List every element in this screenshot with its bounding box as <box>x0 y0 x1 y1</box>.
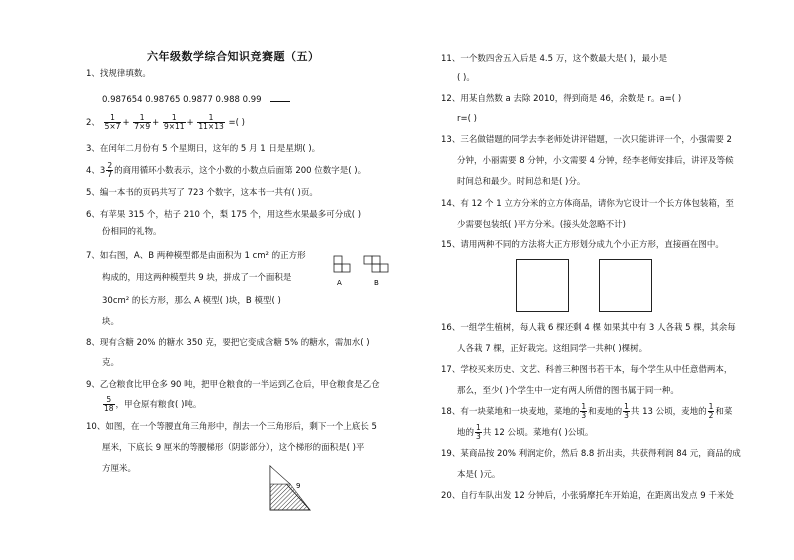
q2-fraction-4: $\frac{1}{11\times 13}$ <box>198 113 224 131</box>
q4-whole: 3 <box>99 166 106 176</box>
question-8-line1: 8、现有含糖 20% 的糖水 350 克，要把它变成含糖 5% 的糖水，需加水( ) <box>86 338 370 348</box>
q18-text-c: 共 13 公顷，麦地的 <box>630 407 707 417</box>
removed-triangle <box>270 466 290 484</box>
page-title: 六年级数学综合知识竞赛题（五） <box>147 50 320 63</box>
q7-models-figure <box>330 254 396 294</box>
question-18-line2 <box>457 424 593 442</box>
question-20-line1: 20、自行车队出发 12 分钟后，小张骑摩托车开始追，在距离出发点 9 千米处 <box>441 491 734 501</box>
model-b-label: B <box>374 279 379 287</box>
question-5: 5、编一本书的页码共写了 723 个数字，这本书一共有( )页。 <box>86 188 318 198</box>
question-19-line2: 本是( )元。 <box>457 470 501 480</box>
question-13-line3: 时间总和最少。时间总和是( )分。 <box>457 177 586 187</box>
q1-sequence <box>102 94 290 106</box>
triangle-side-label: 9 <box>296 482 301 490</box>
q4-label: 4、 <box>86 166 100 176</box>
question-18-line1 <box>441 403 732 421</box>
question-4 <box>86 162 366 180</box>
q2-fraction-2: $\frac{1}{7\times 9}$ <box>134 113 151 131</box>
q10-triangle-figure <box>266 462 314 514</box>
q1-sequence-text: 0.987654 0.98765 0.9877 0.988 0.99 <box>102 95 262 105</box>
q18-fraction-4: $\frac{1}{3}$ <box>476 423 481 441</box>
shaded-trapezoid <box>270 484 310 510</box>
question-1: 1、找规律填数。 <box>86 69 151 79</box>
model-a-label: A <box>337 279 342 287</box>
question-10-line1: 10、如图，在一个等腰直角三角形中，削去一个三角形后，剩下一个上底长 5 <box>86 422 377 432</box>
question-12-line1: 12、用某自然数 a 去除 2010，得到商是 46，余数是 r。a=( ) <box>441 94 682 104</box>
question-6-line1: 6、有苹果 315 个，桔子 210 个，梨 175 个，用这些水果最多可分成( ) <box>86 210 362 220</box>
q4-fraction: $\frac{2}{7}$ <box>107 161 113 179</box>
q2-label: 2、 <box>86 118 100 128</box>
question-16-line2: 人各栽 7 棵，正好栽完。这组同学一共种( )棵树。 <box>457 344 648 354</box>
q9-text: ，甲仓原有粮食( )吨。 <box>115 400 202 410</box>
question-10-line3: 方厘米。 <box>102 464 137 474</box>
question-17-line1: 17、学校买来历史、文艺、科普三种图书若干本，每个学生从中任意借两本， <box>441 365 733 375</box>
q18-text-a: 18、有一块菜地和一块麦地，菜地的 <box>441 407 580 417</box>
question-13-line2: 分钟，小丽需要 8 分钟，小文需要 4 分钟，经李老师安排后，讲评及等候 <box>457 156 734 166</box>
question-16-line1: 16、一组学生植树，每人栽 6 棵还剩 4 棵 如果其中有 3 人各栽 5 棵，其余每 <box>441 323 736 333</box>
q1-answer-line[interactable] <box>270 101 290 102</box>
question-7-line1: 7、如右图，A、B 两种模型都是由面积为 1 cm² 的正方形 <box>86 251 306 261</box>
q18-text-f: 共 12 公顷。菜地有( )公顷。 <box>482 428 594 438</box>
question-12-line2: r=( ) <box>457 114 477 124</box>
model-b-shape <box>364 256 388 272</box>
question-7-line2: 构成的，用这两种模型共 9 块，拼成了一个面积是 <box>102 273 292 283</box>
question-8-line2: 克。 <box>102 358 120 368</box>
q4-text: 的商用循环小数表示，这个小数的小数点后面第 200 位数字是( )。 <box>114 166 367 176</box>
question-17-line2: 那么，至少( )个学生中一定有两人所借的图书属于同一种。 <box>457 386 679 396</box>
question-11-line2: ( )。 <box>457 73 475 83</box>
q18-fraction-1: $\frac{1}{3}$ <box>581 402 587 420</box>
question-2: 2、 $\frac{1}{5\times 7}$ + $\frac{1}{7\times 9}$ + $\frac{1}{9\times 11}$ + $\frac{1}{11\times 13}$ =( ) <box>86 113 245 131</box>
q15-square-1[interactable] <box>516 259 569 312</box>
question-15: 15、请用两种不同的方法将大正方形划分成九个小正方形，直接画在图中。 <box>441 240 724 250</box>
question-7-line4: 块。 <box>102 317 120 327</box>
q2-fraction-1: $\frac{1}{5\times 7}$ <box>104 113 121 131</box>
model-a-shape <box>334 256 350 272</box>
question-9-line1: 9、乙仓粮食比甲仓多 90 吨，把甲仓粮食的一半运到乙仓后，甲仓粮食是乙仓 <box>86 380 380 390</box>
question-10-line2: 厘米，下底长 9 厘米的等腰梯形（阴影部分），这个梯形的面积是( )平 <box>102 443 365 453</box>
question-19-line1: 19、某商品按 20% 利润定价，然后 8.8 折出卖，共获得利润 84 元，商品的成 <box>441 449 741 459</box>
question-14-line1: 14、有 12 个 1 立方分米的立方体商品，请你为它设计一个长方体包装箱，至 <box>441 199 734 209</box>
question-9-line2 <box>102 396 201 414</box>
q18-fraction-3: $\frac{1}{2}$ <box>708 402 714 420</box>
q18-text-e: 地的 <box>457 428 475 438</box>
q15-square-2[interactable] <box>599 259 652 312</box>
q18-fraction-2: $\frac{1}{3}$ <box>624 402 629 420</box>
question-14-line2: 少需要包装纸( )平方分米。(接头处忽略不计) <box>457 220 626 230</box>
question-7-line3: 30cm² 的长方形，那么 A 模型( )块，B 模型( ) <box>102 296 281 306</box>
q18-text-d: 和菜 <box>715 407 733 417</box>
question-13-line1: 13、三名做错题的同学去李老师处讲评错题，一次只能讲评一个，小强需要 2 <box>441 135 732 145</box>
q9-fraction: $\frac{5}{18}$ <box>104 395 114 413</box>
question-11-line1: 11、一个数四舍五入后是 4.5 万，这个数最大是( )，最小是 <box>441 54 668 64</box>
question-6-line2: 份相同的礼物。 <box>102 227 162 237</box>
q18-text-b: 和麦地的 <box>588 407 623 417</box>
q2-tail: =( ) <box>228 118 245 128</box>
q2-fraction-3: $\frac{1}{9\times 11}$ <box>163 113 185 131</box>
question-3: 3、在闰年二月份有 5 个星期日，这年的 5 月 1 日是星期( )。 <box>86 144 321 154</box>
